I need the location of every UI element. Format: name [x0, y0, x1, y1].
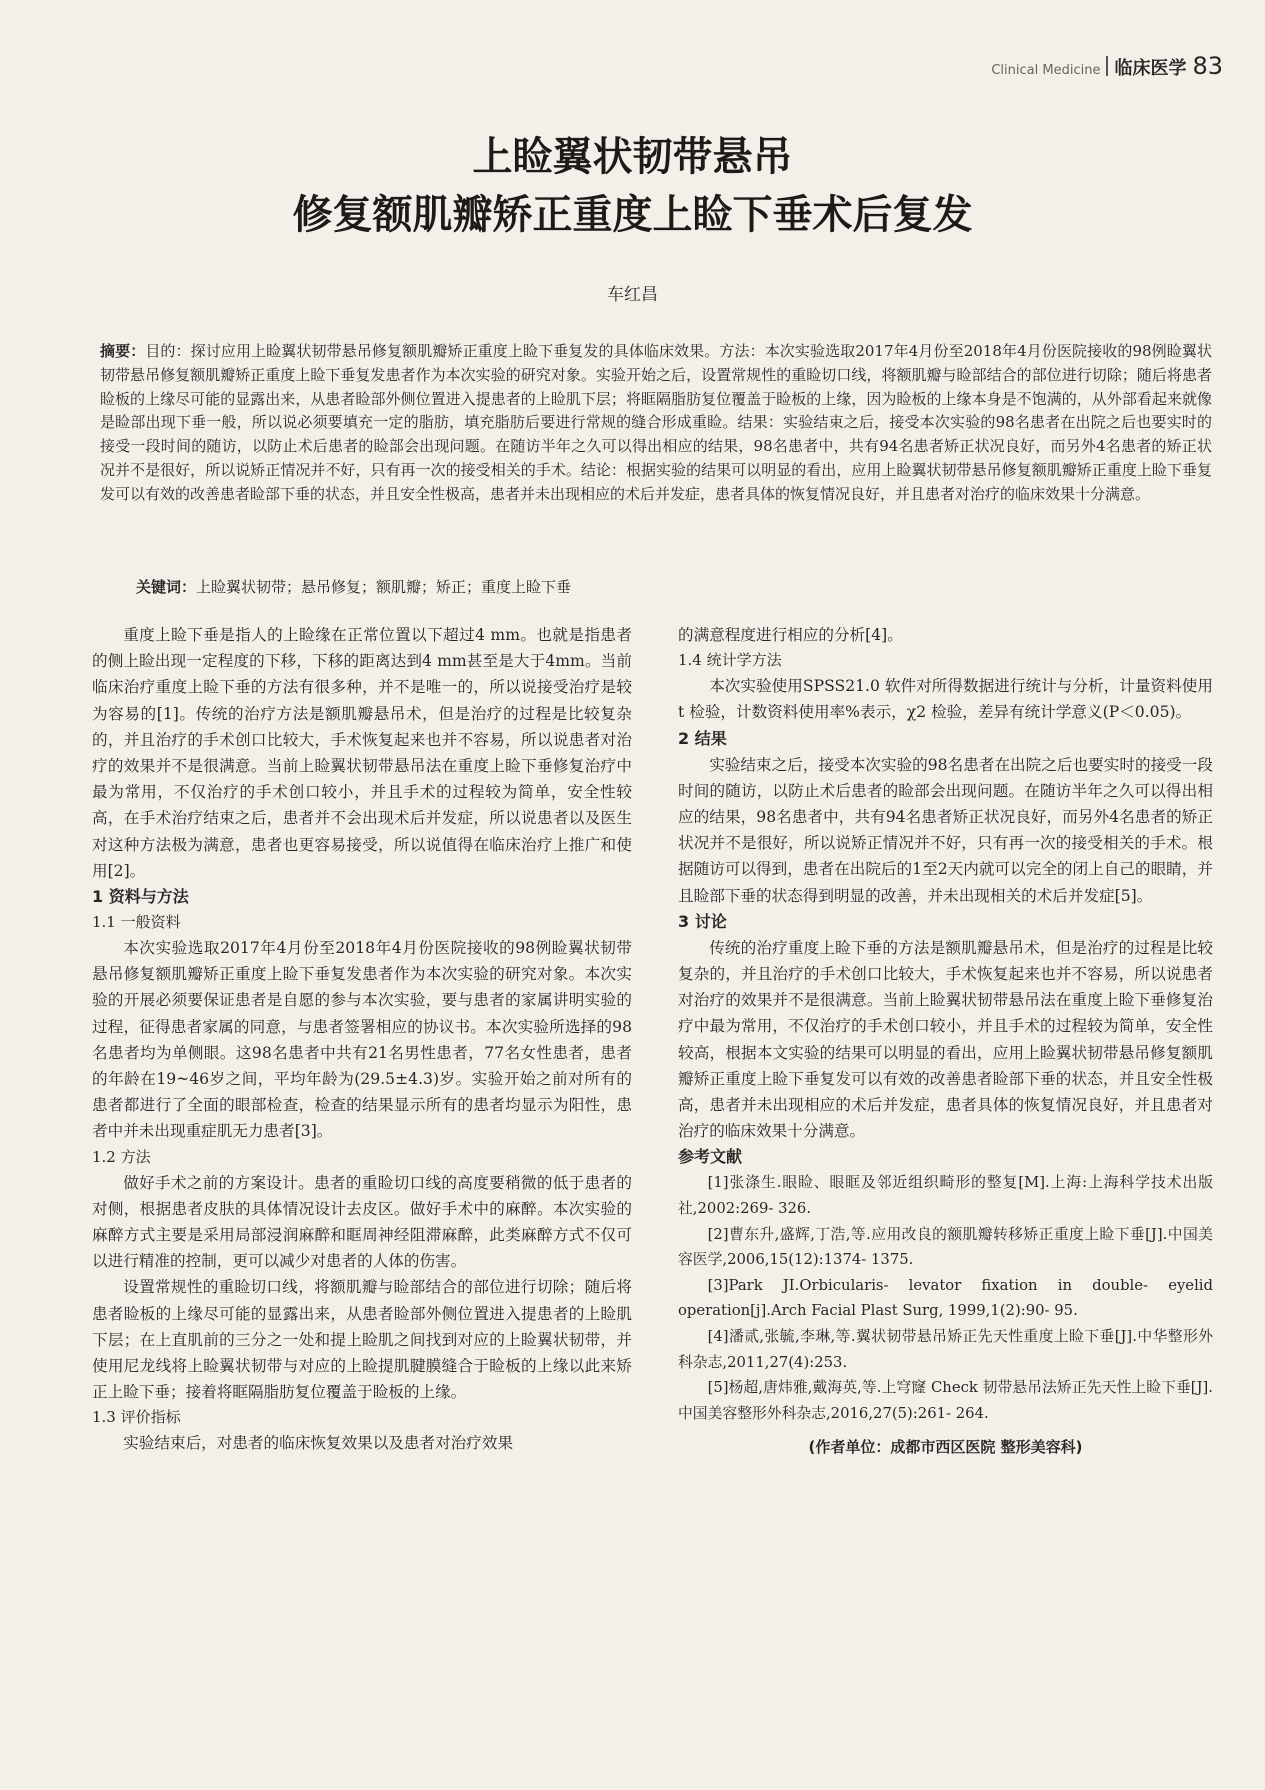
journal-name-cn: 临床医学	[1114, 58, 1187, 79]
method-paragraph-2: 设置常规性的重睑切口线，将额肌瓣与睑部结合的部位进行切除；随后将患者睑板的上缘尽可能的显露出来，从患者睑部外侧位置进入提患者的上睑肌下层；在上直肌前的三分之一处和提上睑肌之间找到对应的上睑翼状韧带，并使用尼龙线将上睑翼状韧带与对应的上睑提肌腱膜缝合于睑板的上缘以此来矫正上睑下垂；接着将眶隔脂肪复位覆盖于睑板的上缘。	[92, 1278, 632, 1402]
abstract-text: 目的：探讨应用上睑翼状韧带悬吊修复额肌瓣矫正重度上睑下垂复发的具体临床效果。方法：本次实验选取2017年4月份至2018年4月份医院接收的98例睑翼状韧带悬吊修复额肌瓣矫正重度上睑下垂复发患者作为本次实验的研究对象。实验开始之后，设置常规性的重睑切口线，将额肌瓣与睑部结合的部位进行切除；随后将患者睑板的上缘尽可能的显露出来，从患者睑部外侧位置进入提患者的上睑肌下层；将眶隔脂肪复位覆盖于睑板的上缘，因为睑板的上缘本身是不饱满的，从外部看起来就像是睑部出现下垂一般，所以说必须要填充一定的脂肪，填充脂肪后要进行常规的缝合形成重睑。结果：实验结束之后，接受本次实验的98名患者在出院之后也要实时的接受一段时间的随访，以防止术后患者的睑部会出现问题。在随访半年之久可以得出相应的结果，98名患者中，共有94名患者矫正状况良好，而另外4名患者的矫正状况并不是很好，所以说矫正情况并不好，只有再一次的接受相关的手术。结论：根据实验的结果可以明显的看出，应用上睑翼状韧带悬吊修复额肌瓣矫正重度上睑下垂复发可以有效的改善患者睑部下垂的状态，并且安全性极高，患者并未出现相应的术后并发症，患者具体的恢复情况良好，并且患者对治疗的临床效果十分满意。	[100, 342, 1212, 503]
keywords	[136, 576, 1216, 598]
reference-item: [5]杨超,唐炜雅,戴海英,等.上穹窿 Check 韧带悬吊法矫正先天性上睑下垂[J].中国美容整形外科杂志,2016,27(5):261- 264.	[678, 1379, 1213, 1422]
section-heading-discussion: 3 讨论	[678, 911, 727, 931]
references-heading: 参考文献	[678, 1147, 743, 1167]
subsection-heading-method: 1.2 方法	[92, 1147, 151, 1166]
keywords-text: 上睑翼状韧带；悬吊修复；额肌瓣；矫正；重度上睑下垂	[196, 578, 572, 596]
author-name: 车红昌	[607, 285, 658, 305]
reference-item: [3]Park JI.Orbicularis- levator fixation in double- eyelid operation[j].Arch Facial Plast Surg, 1999,1(2):90- 95.	[678, 1276, 1213, 1320]
right-column	[678, 622, 1213, 1462]
eval-continued: 的满意程度进行相应的分析[4]。	[678, 626, 903, 644]
running-header	[991, 52, 1223, 80]
page-number: 83	[1192, 52, 1223, 80]
results-paragraph: 实验结束之后，接受本次实验的98名患者在出院之后也要实时的接受一段时间的随访，以防止术后患者的睑部会出现问题。在随访半年之久可以得出相应的结果，98名患者中，共有94名患者矫正状况良好，而另外4名患者的矫正状况并不是很好，所以说矫正情况并不好，只有再一次的接受相关的手术。根据随访可以得到，患者在出院后的1至2天内就可以完全的闭上自己的眼睛，并且睑部下垂的状态得到明显的改善，并未出现相关的术后并发症[5]。	[678, 755, 1213, 905]
header-divider	[1106, 56, 1108, 76]
keywords-label: 关键词：	[136, 578, 197, 596]
reference-item: [1]张涤生.眼睑、眼眶及邻近组织畸形的整复[M].上海:上海科学技术出版社,2002:269- 326.	[678, 1174, 1213, 1218]
discussion-paragraph: 传统的治疗重度上睑下垂的方法是额肌瓣悬吊术，但是治疗的过程是比较复杂的，并且治疗的手术创口比较大，手术恢复起来也并不容易，所以说患者对治疗的效果并不是很满意。当前上睑翼状韧带悬吊法在重度上睑下垂修复治疗中最为常用，不仅治疗的手术创口较小，并且手术的过程较为简单，安全性较高，根据本文实验的结果可以明显的看出，应用上睑翼状韧带悬吊修复额肌瓣矫正重度上睑下垂复发可以有效的改善患者睑部下垂的状态，并且安全性极高，患者并未出现相应的术后并发症，患者具体的恢复情况良好，并且患者对治疗的临床效果十分满意。	[678, 938, 1213, 1141]
subsection-heading-stats: 1.4 统计学方法	[678, 651, 782, 670]
method-paragraph-1: 做好手术之前的方案设计。患者的重睑切口线的高度要稍微的低于患者的对侧，根据患者皮肤的具体情况设计去皮区。做好手术中的麻醉。本次实验的麻醉方式主要是采用局部浸润麻醉和眶周神经阻滞麻醉，此类麻醉方式不仅可以进行精准的控制，更可以减少对患者的人体的伤害。	[92, 1173, 632, 1271]
reference-item: [2]曹东升,盛辉,丁浩,等.应用改良的额肌瓣转移矫正重度上睑下垂[J].中国美容医学,2006,15(12):1374- 1375.	[678, 1225, 1213, 1269]
abstract-label: 摘要：	[100, 342, 146, 360]
title-line-2: 修复额肌瓣矫正重度上睑下垂术后复发	[292, 192, 973, 238]
subsection-heading-general: 1.1 一般资料	[92, 913, 181, 932]
subsection-heading-eval: 1.3 评价指标	[92, 1408, 181, 1427]
author-affiliation: (作者单位：成都市西区医院 整形美容科)	[808, 1438, 1083, 1457]
intro-paragraph: 重度上睑下垂是指人的上睑缘在正常位置以下超过4 mm。也就是指患者的侧上睑出现一定程度的下移，下移的距离达到4 mm甚至是大于4mm。当前临床治疗重度上睑下垂的方法有很多种，并不是唯一的，所以说接受治疗是较为容易的[1]。传统的治疗方法是额肌瓣悬吊术，但是治疗的过程是比较复杂的，并且治疗的手术创口比较大，手术恢复起来也并不容易，所以说患者对治疗的效果并不是很满意。当前上睑翼状韧带悬吊法在重度上睑下垂修复治疗中最为常用，不仅治疗的手术创口较小，并且手术的过程较为简单，安全性较高，在手术治疗结束之后，患者并不会出现术后并发症，所以说患者以及医生对这种方法极为满意，患者也更容易接受，所以说值得在临床治疗上推广和使用[2]。	[92, 626, 632, 880]
reference-item: [4]潘贰,张毓,李琳,等.翼状韧带悬吊矫正先天性重度上睑下垂[J].中华整形外科杂志,2011,27(4):253.	[678, 1328, 1213, 1371]
stats-paragraph: 本次实验使用SPSS21.0 软件对所得数据进行统计与分析，计量资料使用 t 检验，计数资料使用率%表示，χ2 检验，差异有统计学意义(P＜0.05)。	[678, 677, 1213, 722]
eval-paragraph: 实验结束后，对患者的临床恢复效果以及患者对治疗效果	[123, 1434, 514, 1453]
section-heading-results: 2 结果	[678, 728, 727, 748]
general-paragraph: 本次实验选取2017年4月份至2018年4月份医院接收的98例睑翼状韧带悬吊修复额肌瓣矫正重度上睑下垂复发患者作为本次实验的研究对象。本次实验的开展必须要保证患者是自愿的参与本次实验，要与患者的家属讲明实验的过程，征得患者家属的同意，与患者签署相应的协议书。本次实验所选择的98名患者均为单侧眼。这98名患者中共有21名男性患者，77名女性患者，患者的年龄在19~46岁之间，平均年龄为(29.5±4.3)岁。实验开始之前对所有的患者都进行了全面的眼部检查，检查的结果显示所有的患者均显示为阳性，患者中并未出现重症肌无力患者[3]。	[92, 939, 632, 1141]
abstract	[100, 340, 1212, 507]
article-title	[0, 128, 1265, 244]
references	[678, 1144, 1213, 1426]
section-heading-methods: 1 资料与方法	[92, 887, 189, 907]
left-column	[92, 622, 632, 1457]
title-line-1: 上睑翼状韧带悬吊	[472, 134, 793, 180]
journal-name-en: Clinical Medicine	[991, 63, 1101, 78]
